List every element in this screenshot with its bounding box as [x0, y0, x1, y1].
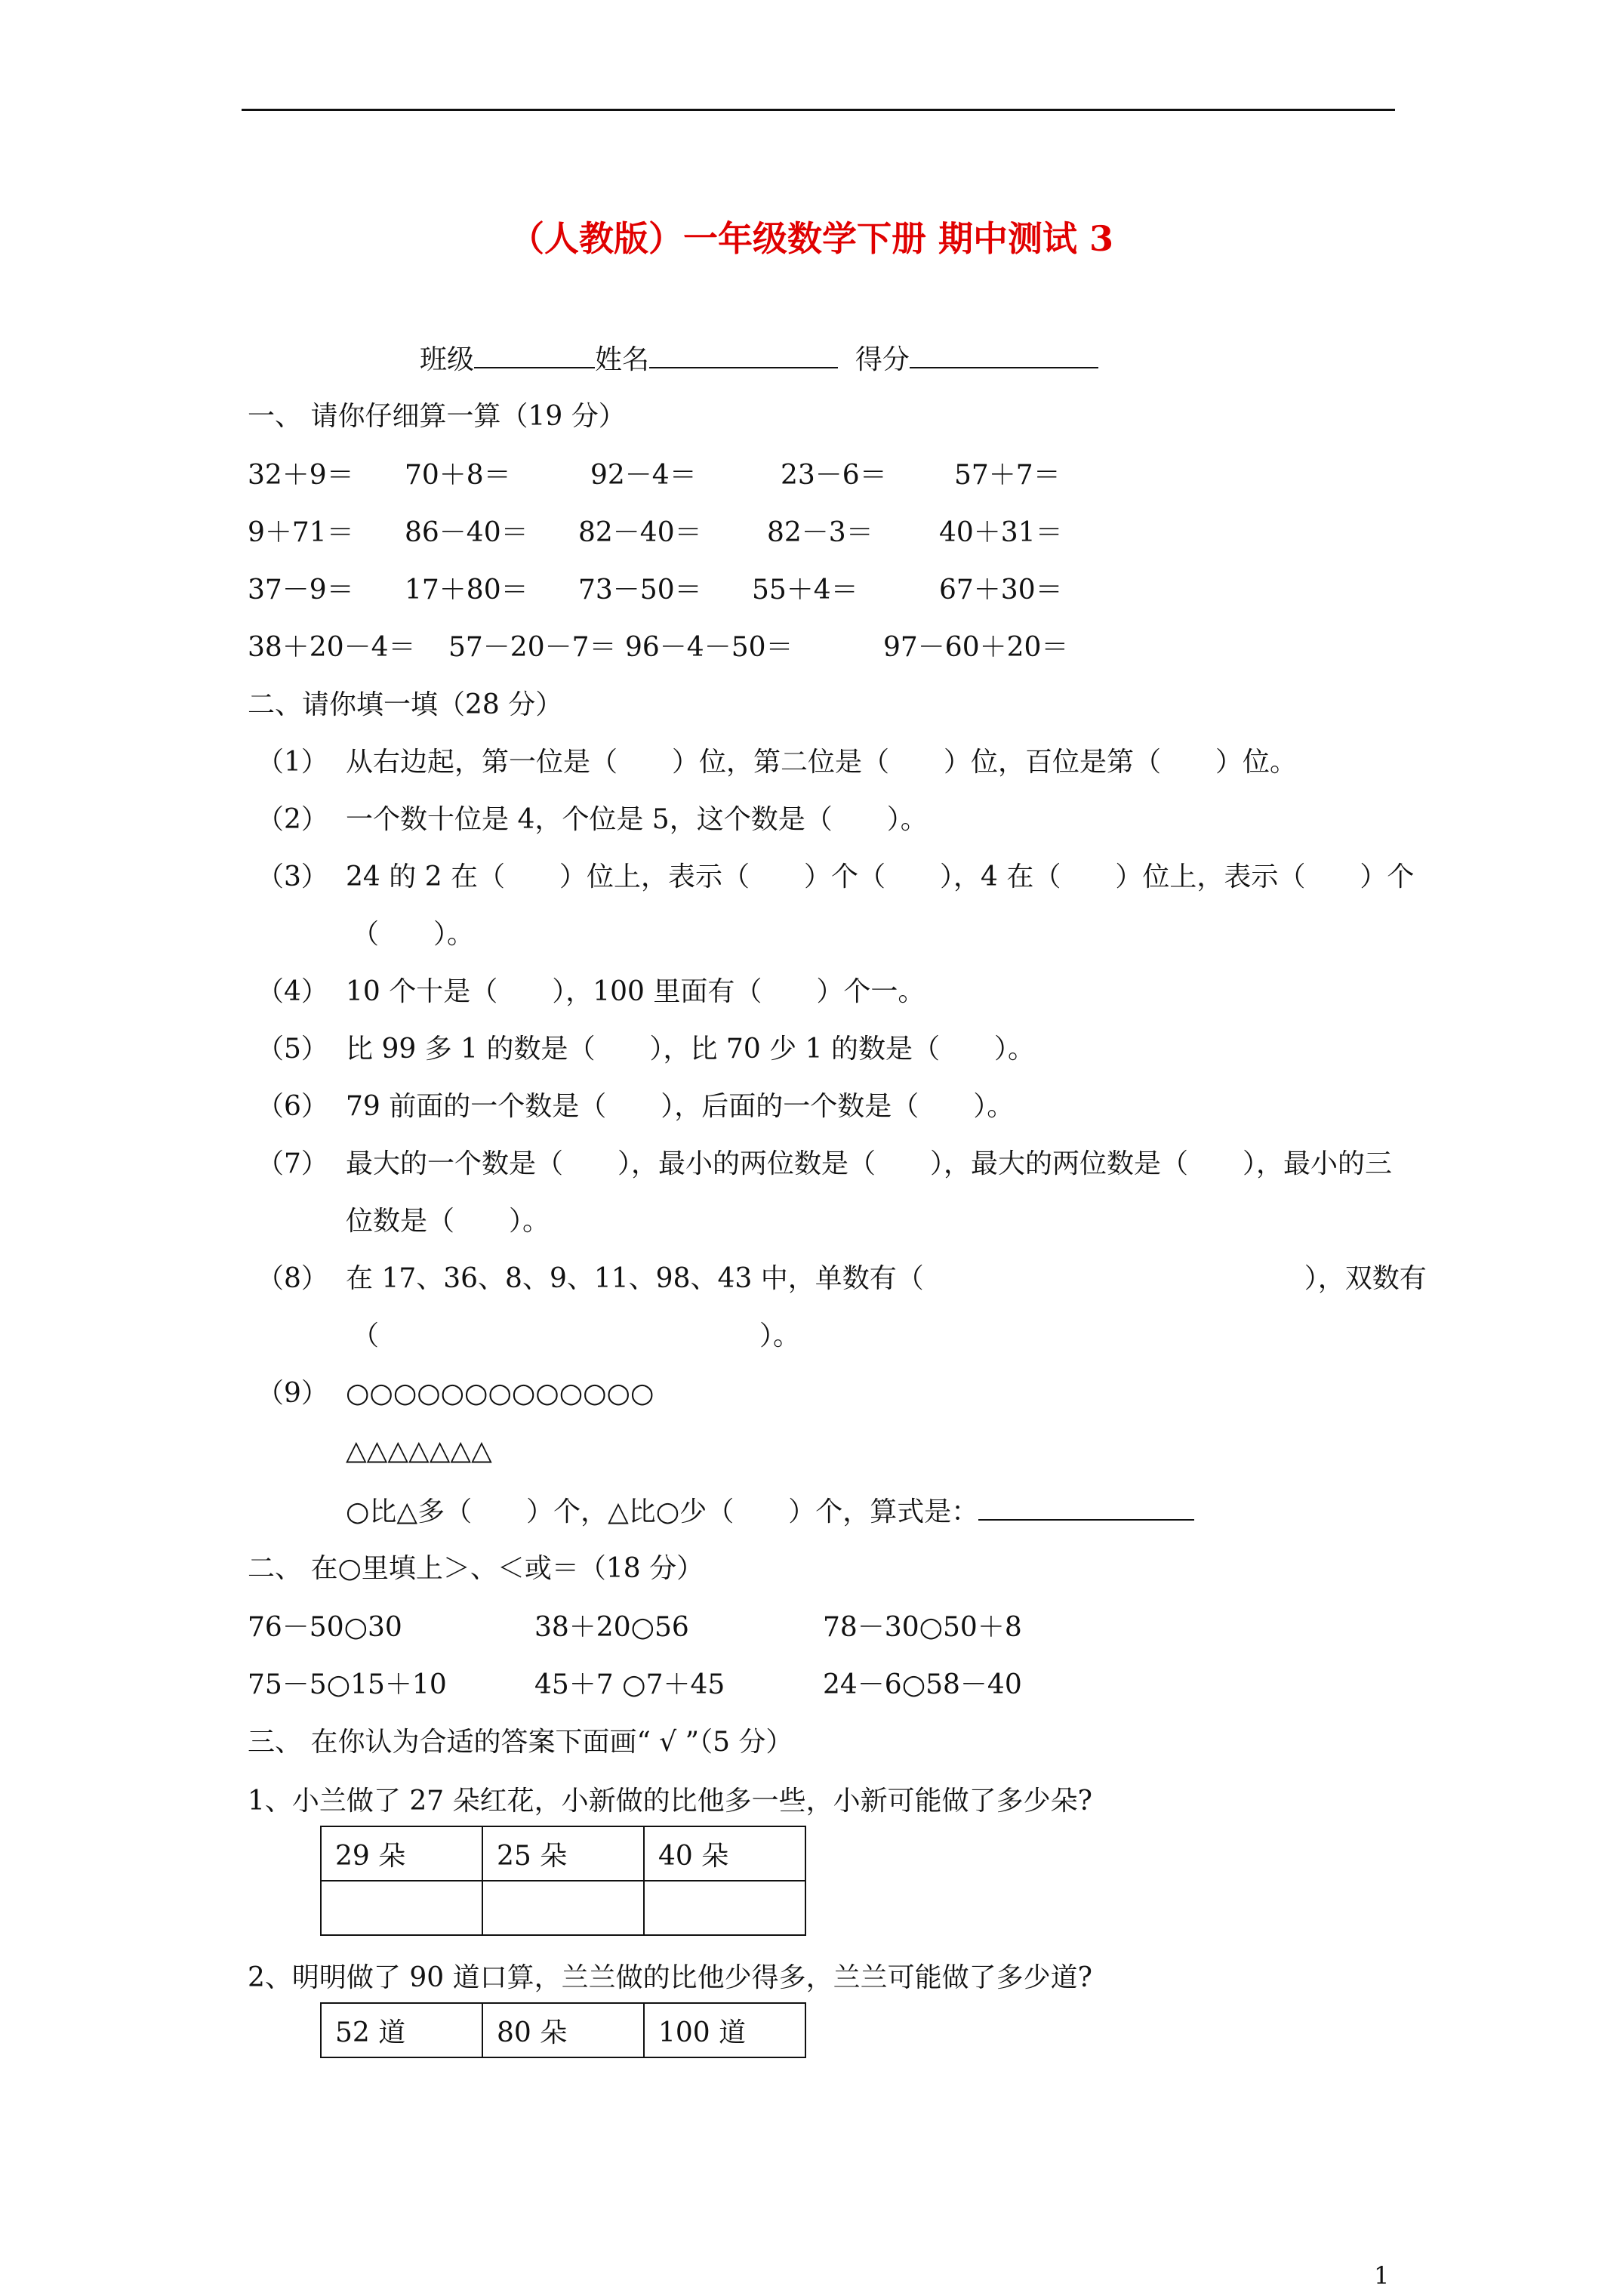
check-cell[interactable] — [644, 1881, 805, 1935]
formula-blank[interactable] — [978, 1495, 1194, 1521]
fill-item-line: 10 个十是（ ），100 里面有（ ）个一。 — [346, 976, 925, 1007]
compare-item: 78－30○50＋8 — [823, 1612, 1022, 1643]
calc-item: 96－4－50＝ — [625, 632, 793, 663]
calc-item: 9＋71＝ — [248, 517, 354, 548]
item-number: （9） — [257, 1378, 328, 1409]
section1-heading: 一、 请你仔细算一算（19 分） — [248, 401, 626, 432]
question-2: 2、明明做了 90 道口算，兰兰做的比他少得多，兰兰可能做了多少道? — [248, 1962, 1092, 1993]
calc-item: 57－20－7＝ — [448, 632, 617, 663]
compare-item: 24－6○58－40 — [823, 1669, 1022, 1700]
name-blank[interactable] — [649, 343, 838, 368]
fill-item-line: 位数是（ ）。 — [346, 1206, 550, 1237]
item-number: （1） — [257, 747, 328, 778]
item-number: （6） — [257, 1091, 328, 1122]
fill-item-line: 一个数十位是 4，个位是 5，这个数是（ ）。 — [346, 804, 928, 835]
fill-item-line: （ ）。 — [352, 919, 475, 950]
answer-option: 80 朵 — [482, 2003, 644, 2057]
compare-item: 45＋7 ○7＋45 — [534, 1669, 725, 1700]
calc-item: 17＋80＝ — [405, 575, 528, 606]
answer-table-1 — [320, 1826, 806, 1936]
compare-item: 76－50○30 — [248, 1612, 402, 1643]
calc-item: 55＋4＝ — [752, 575, 858, 606]
check-cell[interactable] — [321, 1881, 482, 1935]
compare-question: ○比△多（ ）个，△比○少（ ）个，算式是： — [346, 1496, 979, 1527]
answer-table-2 — [320, 2002, 806, 2058]
section4-heading: 三、 在你认为合适的答案下面画“ √ ”（5 分） — [248, 1727, 793, 1758]
fill-item-line: 从右边起，第一位是（ ）位，第二位是（ ）位，百位是第（ ）位。 — [346, 747, 1298, 778]
fill-item-line — [346, 1495, 1194, 1529]
calc-item: 82－40＝ — [578, 517, 702, 548]
calc-item: 97－60＋20＝ — [883, 632, 1069, 663]
item-number: （5） — [257, 1034, 328, 1065]
fill-item-line: （ ）。 — [352, 1321, 801, 1351]
answer-option: 52 道 — [321, 2003, 482, 2057]
item-number: （2） — [257, 804, 328, 835]
section2-heading: 二、请你填一填（28 分） — [248, 689, 563, 720]
compare-item: 75－5○15＋10 — [248, 1669, 447, 1700]
calc-item: 67＋30＝ — [939, 575, 1063, 606]
name-label: 姓名 — [595, 344, 650, 375]
page-number: 1 — [1374, 2261, 1390, 2290]
section3-heading: 二、 在○里填上＞、＜或＝（18 分） — [248, 1553, 704, 1584]
fill-item-line: 比 99 多 1 的数是（ ），比 70 少 1 的数是（ ）。 — [346, 1034, 1035, 1065]
calc-item: 82－3＝ — [767, 517, 873, 548]
calc-item: 38＋20－4＝ — [248, 632, 416, 663]
fill-item-line: 在 17、36、8、9、11、98、43 中，单数有（ ），双数有 — [346, 1263, 1427, 1294]
item-number: （8） — [257, 1263, 328, 1294]
score-label: 得分 — [855, 344, 910, 375]
class-blank[interactable] — [474, 343, 595, 368]
calc-item: 32＋9＝ — [248, 460, 354, 491]
calc-item: 92－4＝ — [590, 460, 697, 491]
fill-item-line: 24 的 2 在（ ）位上，表示（ ）个（ ），4 在（ ）位上，表示（ ）个 — [346, 861, 1415, 892]
calc-item: 40＋31＝ — [939, 517, 1063, 548]
answer-option: 29 朵 — [321, 1826, 482, 1881]
fill-item-line: 79 前面的一个数是（ ），后面的一个数是（ ）。 — [346, 1091, 1015, 1122]
fill-item-line: 最大的一个数是（ ），最小的两位数是（ ），最大的两位数是（ ），最小的三 — [346, 1148, 1393, 1179]
question-1: 1、小兰做了 27 朵红花，小新做的比他多一些，小新可能做了多少朵? — [248, 1786, 1092, 1817]
check-cell[interactable] — [482, 1881, 644, 1935]
circle-row: ○○○○○○○○○○○○○ — [346, 1378, 654, 1409]
document-title: （人教版）一年级数学下册 期中测试 3 — [509, 218, 1114, 259]
header-rule — [242, 109, 1395, 111]
calc-item: 57＋7＝ — [954, 460, 1061, 491]
compare-item: 38＋20○56 — [534, 1612, 689, 1643]
triangle-row: △△△△△△△ — [346, 1435, 492, 1466]
calc-item: 37－9＝ — [248, 575, 354, 606]
student-info-line — [420, 343, 1098, 377]
class-label: 班级 — [420, 344, 475, 375]
answer-option: 40 朵 — [644, 1826, 805, 1881]
answer-option: 100 道 — [644, 2003, 805, 2057]
calc-item: 73－50＝ — [578, 575, 702, 606]
score-blank[interactable] — [910, 343, 1098, 368]
item-number: （3） — [257, 861, 328, 892]
item-number: （7） — [257, 1148, 328, 1179]
calc-item: 23－6＝ — [781, 460, 887, 491]
answer-option: 25 朵 — [482, 1826, 644, 1881]
calc-item: 70＋8＝ — [405, 460, 511, 491]
item-number: （4） — [257, 976, 328, 1007]
calc-item: 86－40＝ — [405, 517, 528, 548]
